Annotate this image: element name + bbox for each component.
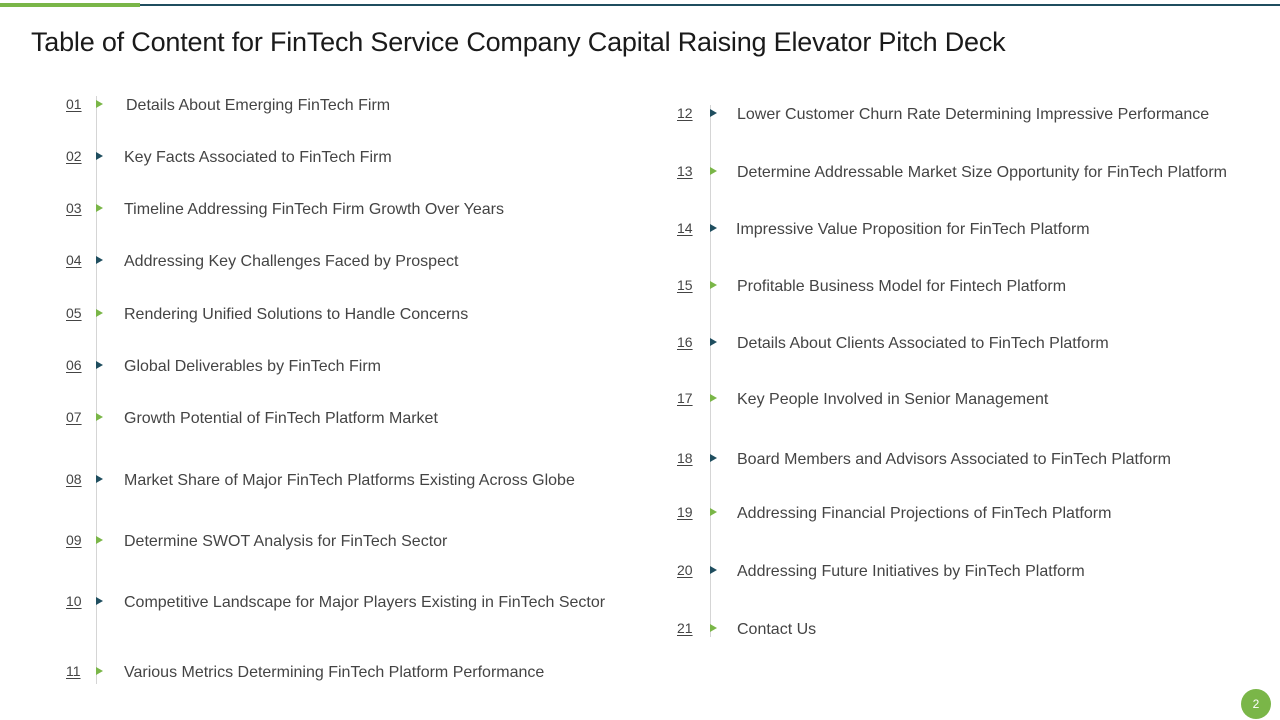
arrow-icon bbox=[710, 338, 717, 346]
arrow-icon bbox=[96, 413, 103, 421]
item-number: 15 bbox=[677, 277, 693, 293]
item-label: Rendering Unified Solutions to Handle Concerns bbox=[124, 306, 469, 323]
arrow-icon bbox=[710, 394, 717, 402]
item-label: Addressing Key Challenges Faced by Prospect bbox=[124, 253, 459, 270]
top-divider bbox=[0, 4, 1280, 6]
page-number-badge: 2 bbox=[1241, 689, 1271, 719]
right-column-line bbox=[710, 105, 711, 637]
arrow-icon bbox=[96, 597, 103, 605]
arrow-icon bbox=[710, 454, 717, 462]
arrow-icon bbox=[96, 361, 103, 369]
item-label: Profitable Business Model for Fintech Platform bbox=[737, 278, 1067, 295]
item-number: 18 bbox=[677, 450, 693, 466]
item-label: Lower Customer Churn Rate Determining Impressive Performance bbox=[737, 106, 1210, 123]
item-label: Timeline Addressing FinTech Firm Growth Over Years bbox=[124, 201, 504, 218]
item-label: Impressive Value Proposition for FinTech Platform bbox=[736, 221, 1090, 238]
page-title: Table of Content for FinTech Service Company Capital Raising Elevator Pitch Deck bbox=[31, 27, 1006, 57]
item-number: 07 bbox=[66, 409, 82, 425]
item-label: Key People Involved in Senior Management bbox=[737, 391, 1049, 408]
arrow-icon bbox=[96, 667, 103, 675]
arrow-icon bbox=[710, 281, 717, 289]
item-number: 01 bbox=[66, 96, 82, 112]
arrow-icon bbox=[96, 152, 103, 160]
arrow-icon bbox=[96, 204, 103, 212]
item-number: 13 bbox=[677, 163, 693, 179]
item-number: 06 bbox=[66, 357, 82, 373]
item-number: 19 bbox=[677, 504, 693, 520]
item-label: Details About Clients Associated to FinTech Platform bbox=[737, 335, 1109, 352]
arrow-icon bbox=[710, 624, 717, 632]
arrow-icon bbox=[710, 224, 717, 232]
item-number: 02 bbox=[66, 148, 82, 164]
item-number: 14 bbox=[677, 220, 693, 236]
item-number: 08 bbox=[66, 471, 82, 487]
item-number: 03 bbox=[66, 200, 82, 216]
item-number: 12 bbox=[677, 105, 693, 121]
item-label: Key Facts Associated to FinTech Firm bbox=[124, 149, 392, 166]
item-label: Addressing Future Initiatives by FinTech Platform bbox=[737, 563, 1085, 580]
item-label: Various Metrics Determining FinTech Platform Performance bbox=[124, 664, 545, 681]
arrow-icon bbox=[710, 566, 717, 574]
item-number: 10 bbox=[66, 593, 82, 609]
arrow-icon bbox=[710, 167, 717, 175]
item-number: 16 bbox=[677, 334, 693, 350]
item-number: 09 bbox=[66, 532, 82, 548]
arrow-icon bbox=[710, 508, 717, 516]
item-label: Details About Emerging FinTech Firm bbox=[126, 97, 391, 114]
arrow-icon bbox=[96, 100, 103, 108]
item-number: 05 bbox=[66, 305, 82, 321]
item-number: 11 bbox=[66, 663, 81, 679]
arrow-icon bbox=[96, 536, 103, 544]
item-number: 04 bbox=[66, 252, 82, 268]
item-label: Determine SWOT Analysis for FinTech Sector bbox=[124, 533, 448, 550]
item-label: Contact Us bbox=[737, 621, 817, 638]
item-label: Market Share of Major FinTech Platforms Existing Across Globe bbox=[124, 472, 575, 489]
item-label: Growth Potential of FinTech Platform Market bbox=[124, 410, 438, 427]
top-accent-bar bbox=[0, 3, 140, 7]
item-label: Addressing Financial Projections of FinTech Platform bbox=[737, 505, 1112, 522]
item-label: Board Members and Advisors Associated to FinTech Platform bbox=[737, 451, 1171, 468]
item-number: 17 bbox=[677, 390, 693, 406]
item-label: Determine Addressable Market Size Opportunity for FinTech Platform bbox=[737, 164, 1227, 181]
item-label: Competitive Landscape for Major Players Existing in FinTech Sector bbox=[124, 594, 606, 611]
item-number: 20 bbox=[677, 562, 693, 578]
left-column-line bbox=[96, 96, 97, 684]
item-label: Global Deliverables by FinTech Firm bbox=[124, 358, 381, 375]
arrow-icon bbox=[96, 475, 103, 483]
arrow-icon bbox=[710, 109, 717, 117]
item-number: 21 bbox=[677, 620, 693, 636]
arrow-icon bbox=[96, 256, 103, 264]
arrow-icon bbox=[96, 309, 103, 317]
